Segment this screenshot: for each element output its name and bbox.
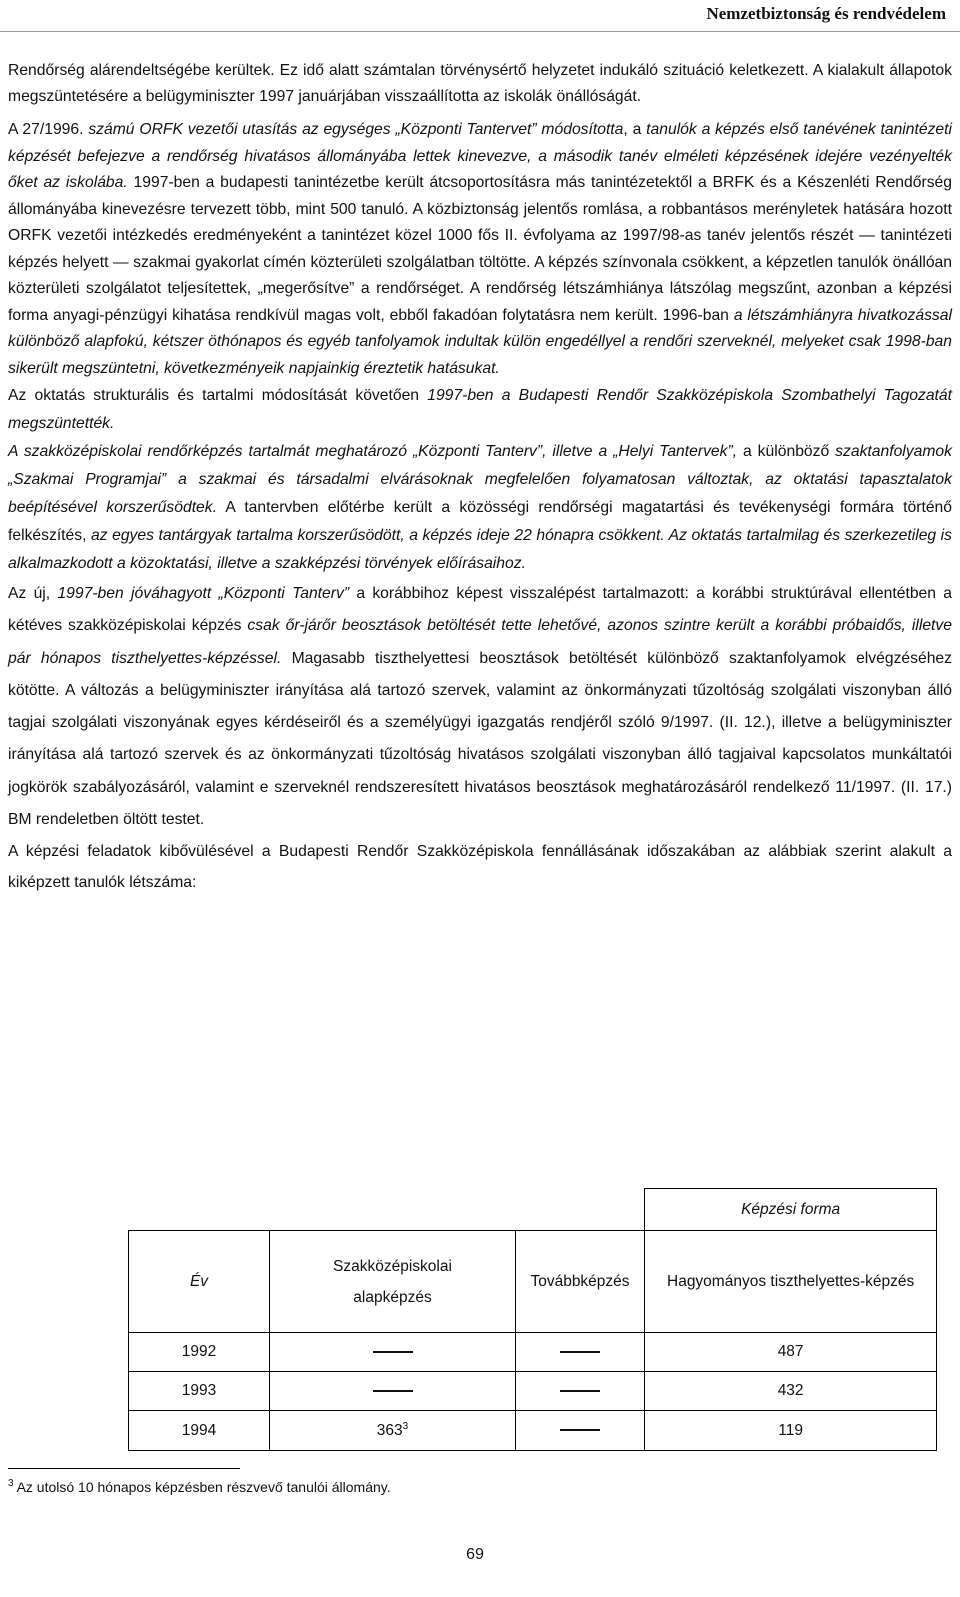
table-header-tovabb: Továbbképzés xyxy=(516,1231,645,1333)
text-run: a korábbihoz képest visszalépést tartalmazott: a korábbi struktúrával ellentétben a kétéves szakközépiskolai képzés xyxy=(8,585,952,635)
dash-mark xyxy=(560,1429,600,1431)
footnote-rule xyxy=(8,1468,240,1469)
text-run: Rendőrség alárendeltségébe kerültek. Ez idő alatt számtalan törvénysértő helyzetet indukáló szituáció keletkezett. A kialakult állapotok megszüntetésére a belügyminiszter 1997 januárjában visszaállította az iskolák önállóságát. xyxy=(8,62,952,105)
paragraph xyxy=(8,382,952,438)
text-run: Magasabb tiszthelyettesi beosztások betöltését különböző szaktanfolyamok elvégzéséhez kötötte. A változás a belügyminiszter irányítása alá tartozó szervek, valamint az önkormányzati tűzoltóság szolgálati viszonyban álló tagjai szolgálati viszonyának egyes kérdéseiről és a személyügyi igazgatás rendjéről szóló 9/1997. (II. 12.), illetve a belügyminiszter irányítása alá tartozó szervek és az önkormányzati tűzoltóság hivatásos szolgálati viszonyban álló tagjaival kapcsolatos munkáltatói jogkörök szabályozásáról, valamint e szerveknél rendszeresített hivatásos beosztások meghatározásáról rendelkező 11/1997. (II. 17.) BM rendeletben öltött testet. xyxy=(8,649,953,829)
table-header-year: Év xyxy=(129,1231,270,1333)
table-cell-hagyomanyos: 119 xyxy=(645,1411,937,1451)
text-run: A képzési feladatok kibővülésével a Budapesti Rendőr Szakközépiskola fennállásának időszakában az alábbiak szerint alakult a kiképzett tanulók létszáma: xyxy=(8,843,952,892)
text-run: A tantervben előtérbe került a közösségi rendőrségi magatartási és tevékenységi formára történő felkészítés, xyxy=(8,499,953,544)
table-header-alap: Szakközépiskolai alapképzés xyxy=(270,1231,516,1333)
table-cell-tovabb xyxy=(516,1333,645,1372)
italic-text-run: 1997-ben jóváhagyott „Központi Tanterv” xyxy=(57,585,350,602)
running-header xyxy=(0,0,960,32)
text-run: a különböző xyxy=(737,443,836,460)
italic-text-run: 1997-ben a Budapesti Rendőr Szakközépiskola Szombathelyi Tagozatát megszüntették. xyxy=(8,387,952,432)
table-cell-hagyomanyos: 487 xyxy=(645,1333,937,1372)
table-cell-alap xyxy=(270,1372,516,1411)
text-run: A 27/1996. xyxy=(8,121,89,138)
table-row xyxy=(129,1372,937,1411)
table-corner xyxy=(129,1189,645,1231)
table-row xyxy=(129,1333,937,1372)
table-row xyxy=(129,1411,937,1451)
table-group-header: Képzési forma xyxy=(645,1189,937,1231)
statistics-table xyxy=(128,1188,937,1451)
dash-mark xyxy=(560,1351,600,1353)
table-cell-year: 1992 xyxy=(129,1333,270,1372)
italic-text-run: csak őr-járőr beosztások betöltését tette lehetővé, azonos szintre került a korábbi próbaidős, illetve pár hónapos tiszthelyettes-képzéssel. xyxy=(8,617,952,667)
header-title: Nemzetbiztonság és rendvédelem xyxy=(706,4,946,23)
italic-text-run: a létszámhiányra hivatkozással különböző alapfokú, kétszer öthónapos és egyéb tanfolyamok indultak külön engedéllyel a rendőri szerveknél, melyeket csak 1998-ban sikerült megszüntetni, következményeik napjainkig éreztetik hatásukat. xyxy=(8,306,952,377)
table-cell-tovabb xyxy=(516,1372,645,1411)
table-header-hagyomanyos: Hagyományos tiszthelyettes-képzés xyxy=(645,1231,937,1333)
footnote-ref: 3 xyxy=(402,1421,409,1432)
italic-text-run: A szakközépiskolai rendőrképzés tartalmát meghatározó „Központi Tanterv”, illetve a „Helyi Tantervek”, xyxy=(8,443,738,460)
paragraph xyxy=(8,438,952,578)
text-run: Az új, xyxy=(8,585,58,602)
table-cell-alap xyxy=(270,1411,516,1451)
footnote-marker: 3 xyxy=(8,1478,14,1489)
table-cell-year: 1994 xyxy=(129,1411,270,1451)
dash-mark xyxy=(560,1390,600,1392)
footnote xyxy=(8,1478,391,1495)
body-text xyxy=(8,58,952,898)
table-cell-tovabb xyxy=(516,1411,645,1451)
italic-text-run: tanulók a képzés első tanévének tanintézeti képzését befejezve a rendőrség hivatásos állományába lettek kinevezve, a második tanév elméleti képzésének idejére vezényelték őket az iskolába. xyxy=(8,121,952,191)
italic-text-run: számú ORFK vezetői utasítás az egységes „Központi Tantervet” módosította xyxy=(88,121,624,138)
italic-text-run: szaktanfolyamok „Szakmai Programjai” a szakmai és társadalmi elvárásoknak megfelelően folyamatosan változtak, az oktatási tapasztalatok beépítésével korszerűsödtek. xyxy=(8,443,952,516)
table-cell-alap xyxy=(270,1333,516,1372)
table-cell-alap-value: 363 xyxy=(376,1422,403,1439)
table-cell-hagyomanyos: 432 xyxy=(645,1372,937,1411)
text-run: 1997-ben a budapesti tanintézetbe került átcsoportosításra más tanintézetektől a BRFK és a Készenléti Rendőrség állományába kinevezésre tervezett több, mint 500 tanuló. A közbiztonság jelentős romlása, a robbantásos merényletek hatására hozott ORFK vezetői intézkedés eredményeként a tanintézet közel 1000 fős II. évfolyama az 1997/98-as tanév jelentős részét — tanintézeti képzés helyett — szakmai gyakorlat címén közterületi szolgálatban töltötte. A képzés színvonala csökkent, a képzetlen tanulók önállóan közterületi szolgálatot teljesítettek, „megerősítve” a rendőrséget. A rendőrség létszámhiánya látszólag megszűnt, azonban a képzési forma anyagi-pénzügyi kihatása rendkívül magas volt, ebből fakadóan folytatásra nem került. 1996-ban xyxy=(8,174,952,324)
footnote-text: Az utolsó 10 hónapos képzésben részvevő tanulói állomány. xyxy=(16,1479,391,1495)
paragraph xyxy=(8,578,952,836)
dash-mark xyxy=(373,1390,413,1392)
text-run: , a xyxy=(623,121,647,138)
dash-mark xyxy=(373,1351,413,1353)
page-number: 69 xyxy=(466,1546,484,1563)
paragraph xyxy=(8,58,952,110)
italic-text-run: az egyes tantárgyak tartalma korszerűsödött, a képzés ideje 22 hónapra csökkent. Az oktatás tartalmilag és szerkezetileg is alkalmazkodott a közoktatási, illetve a szakképzési törvények előírásaihoz. xyxy=(8,527,952,572)
table-cell-year: 1993 xyxy=(129,1372,270,1411)
text-run: Az oktatás strukturális és tartalmi módosítását követően xyxy=(8,387,428,404)
paragraph xyxy=(8,117,952,382)
paragraph xyxy=(8,836,952,898)
